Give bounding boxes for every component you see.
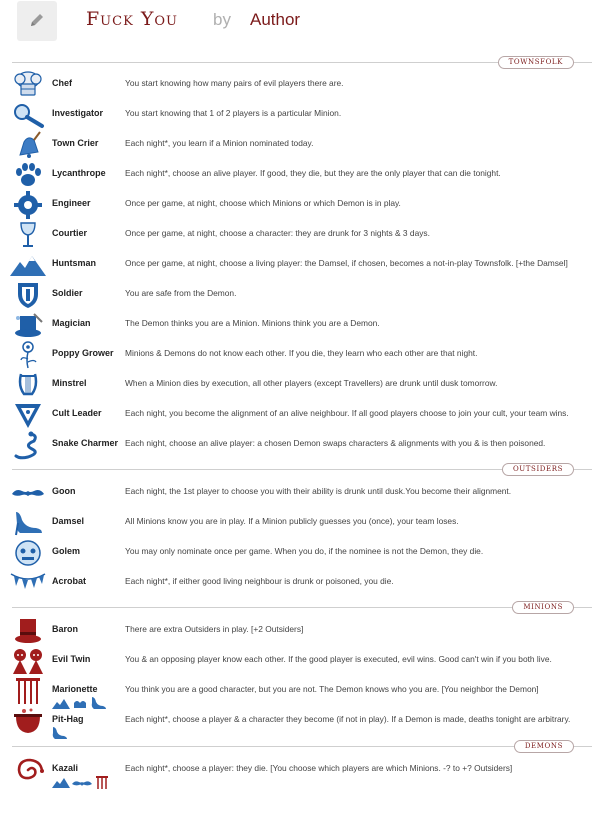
section-label-demons: DEMONS [514, 740, 574, 753]
character-ability: You may only nominate once per game. When you do, if the nominee is not the Demon, they die. [125, 546, 484, 556]
slipper-icon [53, 727, 67, 739]
divider [12, 607, 592, 608]
cauldron-icon [10, 706, 46, 736]
character-name: Kazali [52, 763, 79, 773]
character-row-golem[interactable] [10, 538, 600, 568]
character-ability: You are safe from the Demon. [125, 288, 237, 298]
character-row-town-crier[interactable] [10, 130, 600, 160]
mustache-icon [72, 781, 92, 786]
paw-icon [10, 160, 46, 190]
character-ability: Each night*, choose an alive player. If good, they die, but they are the only player that can die tonight. [125, 168, 501, 178]
section-label-outsiders: OUTSIDERS [502, 463, 574, 476]
character-name: Investigator [52, 108, 104, 118]
character-name: Engineer [52, 198, 91, 208]
snake-icon [10, 430, 46, 460]
character-row-evil-twin[interactable] [10, 646, 600, 676]
character-name: Soldier [52, 288, 83, 298]
character-ability: When a Minion dies by execution, all other players (except Travellers) are drunk until dusk tomorrow. [125, 378, 498, 388]
character-ability: Each night*, you learn if a Minion nominated today. [125, 138, 314, 148]
character-name: Minstrel [52, 378, 87, 388]
character-row-minstrel[interactable] [10, 370, 600, 400]
section-label-townsfolk: TOWNSFOLK [498, 56, 574, 69]
script-title: Fuck You [86, 8, 178, 30]
mountain-icon [10, 250, 46, 280]
character-row-magician[interactable] [10, 310, 600, 340]
character-ability: You start knowing how many pairs of evil players there are. [125, 78, 344, 88]
character-ability: You start knowing that 1 of 2 players is a particular Minion. [125, 108, 342, 118]
character-row-marionette[interactable] [10, 676, 600, 706]
character-name: Pit-Hag [52, 714, 84, 724]
section-header-minions [12, 601, 592, 615]
mountain-icon [52, 778, 70, 788]
character-name: Town Crier [52, 138, 99, 148]
character-ability: Each night*, choose a player & a character they become (if not in play). If a Demon is made, deaths tonight are arbitrary. [125, 714, 571, 724]
bell-icon [10, 130, 46, 160]
character-name: Cult Leader [52, 408, 102, 418]
section-header-townsfolk [12, 56, 592, 70]
cult-triangle-icon [10, 400, 46, 430]
character-row-soldier[interactable] [10, 280, 600, 310]
character-ability: Once per game, at night, choose a character: they are drunk for 3 nights & 3 days. [125, 228, 430, 238]
character-name: Courtier [52, 228, 88, 238]
character-row-baron[interactable] [10, 616, 600, 646]
character-row-lycanthrope[interactable] [10, 160, 600, 190]
puppet-icon [10, 676, 46, 706]
character-name: Chef [52, 78, 72, 88]
mustache-icon [10, 478, 46, 508]
character-row-kazali[interactable] [10, 755, 600, 785]
character-row-pit-hag[interactable] [10, 706, 600, 736]
lyre-icon [10, 370, 46, 400]
jinx-icons [52, 775, 108, 789]
shield-icon [10, 280, 46, 310]
character-name: Acrobat [52, 576, 87, 586]
character-ability: Minions & Demons do not know each other. If you die, they learn who each other are that night. [125, 348, 478, 358]
slipper-icon [10, 508, 46, 538]
bunting-icon [10, 568, 46, 598]
section-header-demons [12, 740, 592, 754]
character-ability: Once per game, at night, choose which Minions or which Demon is in play. [125, 198, 401, 208]
character-name: Huntsman [52, 258, 97, 268]
character-name: Golem [52, 546, 81, 556]
character-row-engineer[interactable] [10, 190, 600, 220]
by-label: by [213, 10, 231, 29]
character-name: Damsel [52, 516, 85, 526]
character-row-cult-leader[interactable] [10, 400, 600, 430]
character-name: Baron [52, 624, 79, 634]
gear-icon [10, 190, 46, 220]
character-name: Snake Charmer [52, 438, 119, 448]
character-name: Marionette [52, 684, 98, 694]
twin-dolls-icon [10, 646, 46, 676]
character-ability: The Demon thinks you are a Minion. Minions think you are a Demon. [125, 318, 380, 328]
section-header-outsiders [12, 463, 592, 477]
character-row-snake-charmer[interactable] [10, 430, 600, 460]
character-row-investigator[interactable] [10, 100, 600, 130]
script-header [16, 0, 604, 42]
character-row-damsel[interactable] [10, 508, 600, 538]
character-ability: All Minions know you are in play. If a Minion publicly guesses you (once), your team loses. [125, 516, 459, 526]
jinx-icons [52, 726, 68, 740]
divider [12, 746, 592, 747]
character-row-acrobat[interactable] [10, 568, 600, 598]
puppet-icon [96, 776, 108, 789]
character-ability: Once per game, at night, choose a living player: the Damsel, if chosen, becomes a not-in-play Townsfolk. [+the Damsel] [125, 258, 568, 268]
character-row-poppy-grower[interactable] [10, 340, 600, 370]
character-name: Lycanthrope [52, 168, 106, 178]
goblet-icon [10, 220, 46, 250]
character-ability: Each night*, choose a player: they die. [You choose which players are which Minions. -? to +? Outsiders] [125, 763, 513, 773]
character-ability: You think you are a good character, but you are not. The Demon knows who you are. [You neighbor the Demon] [125, 684, 539, 694]
chef-hat-icon [10, 70, 46, 100]
magician-hat-icon [10, 310, 46, 340]
character-ability: Each night, you become the alignment of an alive neighbour. If all good players choose to join your cult, your team wins. [125, 408, 569, 418]
character-name: Goon [52, 486, 76, 496]
kazali-swirl-icon [10, 755, 46, 785]
character-name: Magician [52, 318, 91, 328]
top-hat-icon [10, 616, 46, 646]
character-ability: There are extra Outsiders in play. [+2 Outsiders] [125, 624, 304, 634]
character-name: Evil Twin [52, 654, 91, 664]
character-row-goon[interactable] [10, 478, 600, 508]
character-row-chef[interactable] [10, 70, 600, 100]
character-ability: Each night, the 1st player to choose you with their ability is drunk until dusk.You become their alignment. [125, 486, 512, 496]
author-name[interactable]: Author [250, 10, 301, 29]
character-ability: You & an opposing player know each other. If the good player is executed, evil wins. Good can't win if you both live. [125, 654, 552, 664]
magnifying-glass-icon [10, 100, 46, 130]
character-name: Poppy Grower [52, 348, 114, 358]
edit-button[interactable] [17, 1, 57, 41]
pencil-icon [28, 11, 46, 29]
poppy-icon [10, 340, 46, 370]
golem-icon [10, 538, 46, 568]
character-row-courtier[interactable] [10, 220, 600, 250]
character-ability: Each night*, if either good living neighbour is drunk or poisoned, you die. [125, 576, 394, 586]
section-label-minions: MINIONS [512, 601, 574, 614]
character-ability: Each night, choose an alive player: a chosen Demon swaps characters & alignments with you & is then poisoned. [125, 438, 546, 448]
character-row-huntsman[interactable] [10, 250, 600, 280]
